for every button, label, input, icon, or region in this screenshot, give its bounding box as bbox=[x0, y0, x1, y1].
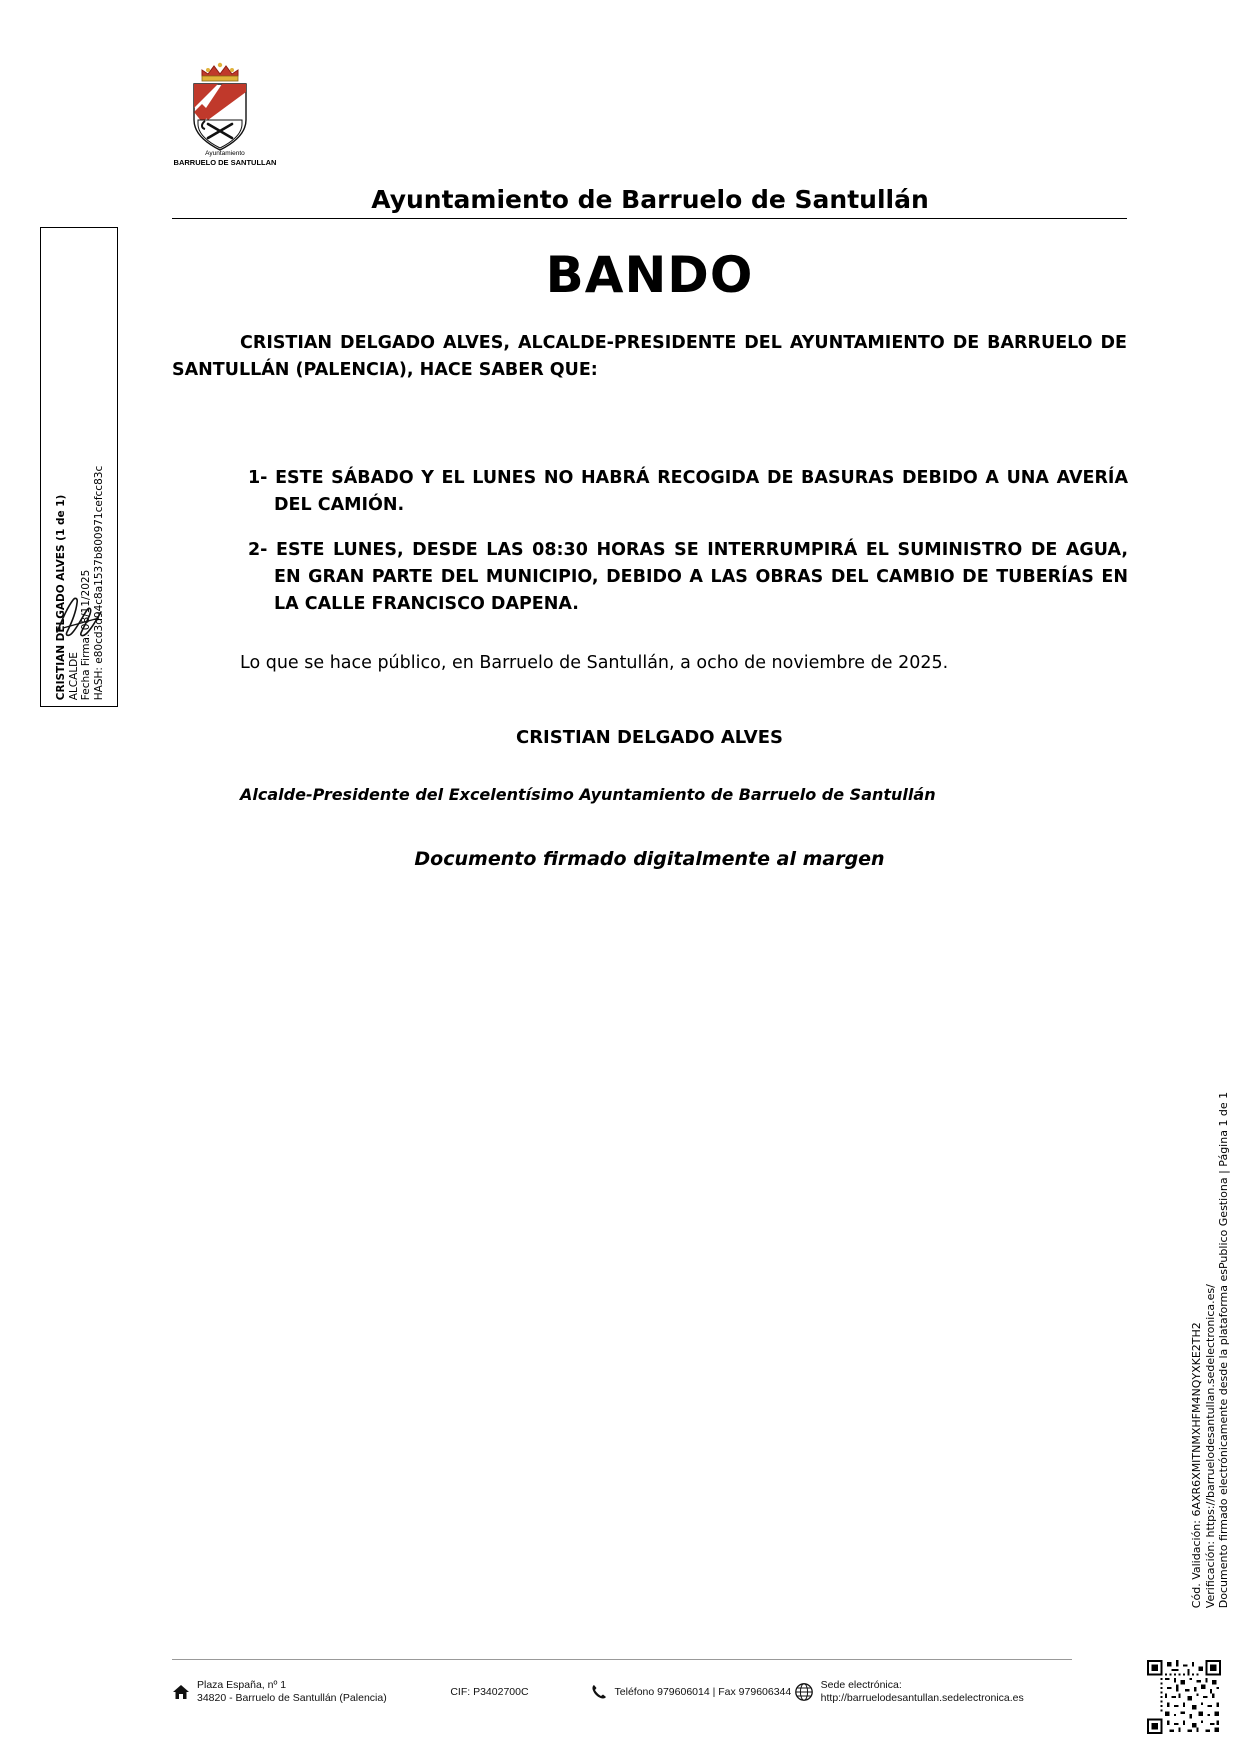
footer-cif: CIF: P3402700C bbox=[450, 1685, 529, 1698]
footer bbox=[172, 1666, 1072, 1718]
list-item: 1- ESTE SÁBADO Y EL LUNES NO HABRÁ RECOGIDA DE BASURAS DEBIDO A UNA AVERÍA DEL CAMIÓN. bbox=[248, 468, 1128, 515]
signature-signer: CRISTIAN DELGADO ALVES (1 de 1) bbox=[55, 494, 68, 701]
footer-sede-block bbox=[794, 1679, 1072, 1705]
signer-name: CRISTIAN DELGADO ALVES bbox=[515, 727, 783, 748]
list-item: 2- ESTE LUNES, DESDE LAS 08:30 HORAS SE INTERRUMPIRÁ EL SUMINISTRO DE AGUA, EN GRAN PARTE DEL MUNICIPIO, DEBIDO A LAS OBRAS DEL CAMBIO DE TUBERÍAS EN LA CALLE FRANCISCO DAPENA. bbox=[248, 540, 1128, 614]
validation-sidebar-text bbox=[1190, 1092, 1231, 1608]
footer-divider bbox=[172, 1659, 1072, 1660]
signature-margin-box bbox=[40, 227, 118, 707]
signature-margin-text bbox=[55, 466, 105, 700]
header-divider bbox=[172, 218, 1127, 219]
crest-caption bbox=[150, 148, 300, 167]
validation-platform: Documento firmado electrónicamente desde la plataforma esPublico Gestiona | Página 1 de 1 bbox=[1216, 1091, 1230, 1609]
digital-signature-note: Documento firmado digitalmente al margen bbox=[414, 848, 885, 870]
coat-of-arms-icon bbox=[178, 58, 270, 158]
footer-sede-label: Sede electrónica: bbox=[820, 1679, 902, 1691]
signer-role: Alcalde-Presidente del Excelentísimo Ayuntamiento de Barruelo de Santullán bbox=[240, 785, 936, 804]
qr-code-icon[interactable] bbox=[1147, 1660, 1221, 1734]
document-closing: Lo que se hace público, en Barruelo de Santullán, a ocho de noviembre de 2025. bbox=[240, 653, 949, 673]
validation-url: Verificación: https://barruelodesantullan.sedelectronica.es/ bbox=[1203, 1284, 1217, 1609]
footer-sede-url[interactable]: http://barruelodesantullan.sedelectronica.es bbox=[820, 1692, 1024, 1704]
globe-icon bbox=[794, 1682, 814, 1702]
crest-caption-small: Ayuntamiento bbox=[205, 150, 245, 157]
crest-caption-main: BARRUELO DE SANTULLAN bbox=[173, 158, 277, 167]
footer-cif-block bbox=[450, 1686, 589, 1699]
footer-phone: Teléfono 979606014 | Fax 979606344 bbox=[614, 1685, 792, 1698]
signature-role: ALCALDE bbox=[67, 652, 80, 701]
footer-phone-block bbox=[590, 1683, 794, 1701]
organization-title: Ayuntamiento de Barruelo de Santullán bbox=[371, 185, 929, 214]
phone-icon bbox=[590, 1683, 608, 1701]
validation-code: Cód. Validación: 6AXR6XMITNMXHFM4NQYXKE2TH2 bbox=[1189, 1322, 1203, 1609]
signature-date: Fecha Firma: 08/11/2025 bbox=[80, 569, 93, 701]
footer-address-line2: 34820 - Barruelo de Santullán (Palencia) bbox=[197, 1692, 387, 1704]
signature-hash: HASH: e80cd3d94c8a1537b800971cefcc83c bbox=[92, 465, 105, 701]
footer-address-line1: Plaza España, nº 1 bbox=[197, 1679, 287, 1691]
home-icon bbox=[172, 1683, 190, 1701]
signature-margin-text-wrap bbox=[41, 228, 119, 701]
document-title: BANDO bbox=[545, 246, 754, 304]
document-intro: CRISTIAN DELGADO ALVES, ALCALDE-PRESIDENTE DEL AYUNTAMIENTO DE BARRUELO DE SANTULLÁN (PALENCIA), HACE SABER QUE: bbox=[172, 333, 1127, 380]
validation-sidebar bbox=[1189, 1090, 1230, 1610]
footer-address-block bbox=[172, 1679, 450, 1705]
handwritten-signature-icon bbox=[47, 588, 113, 648]
